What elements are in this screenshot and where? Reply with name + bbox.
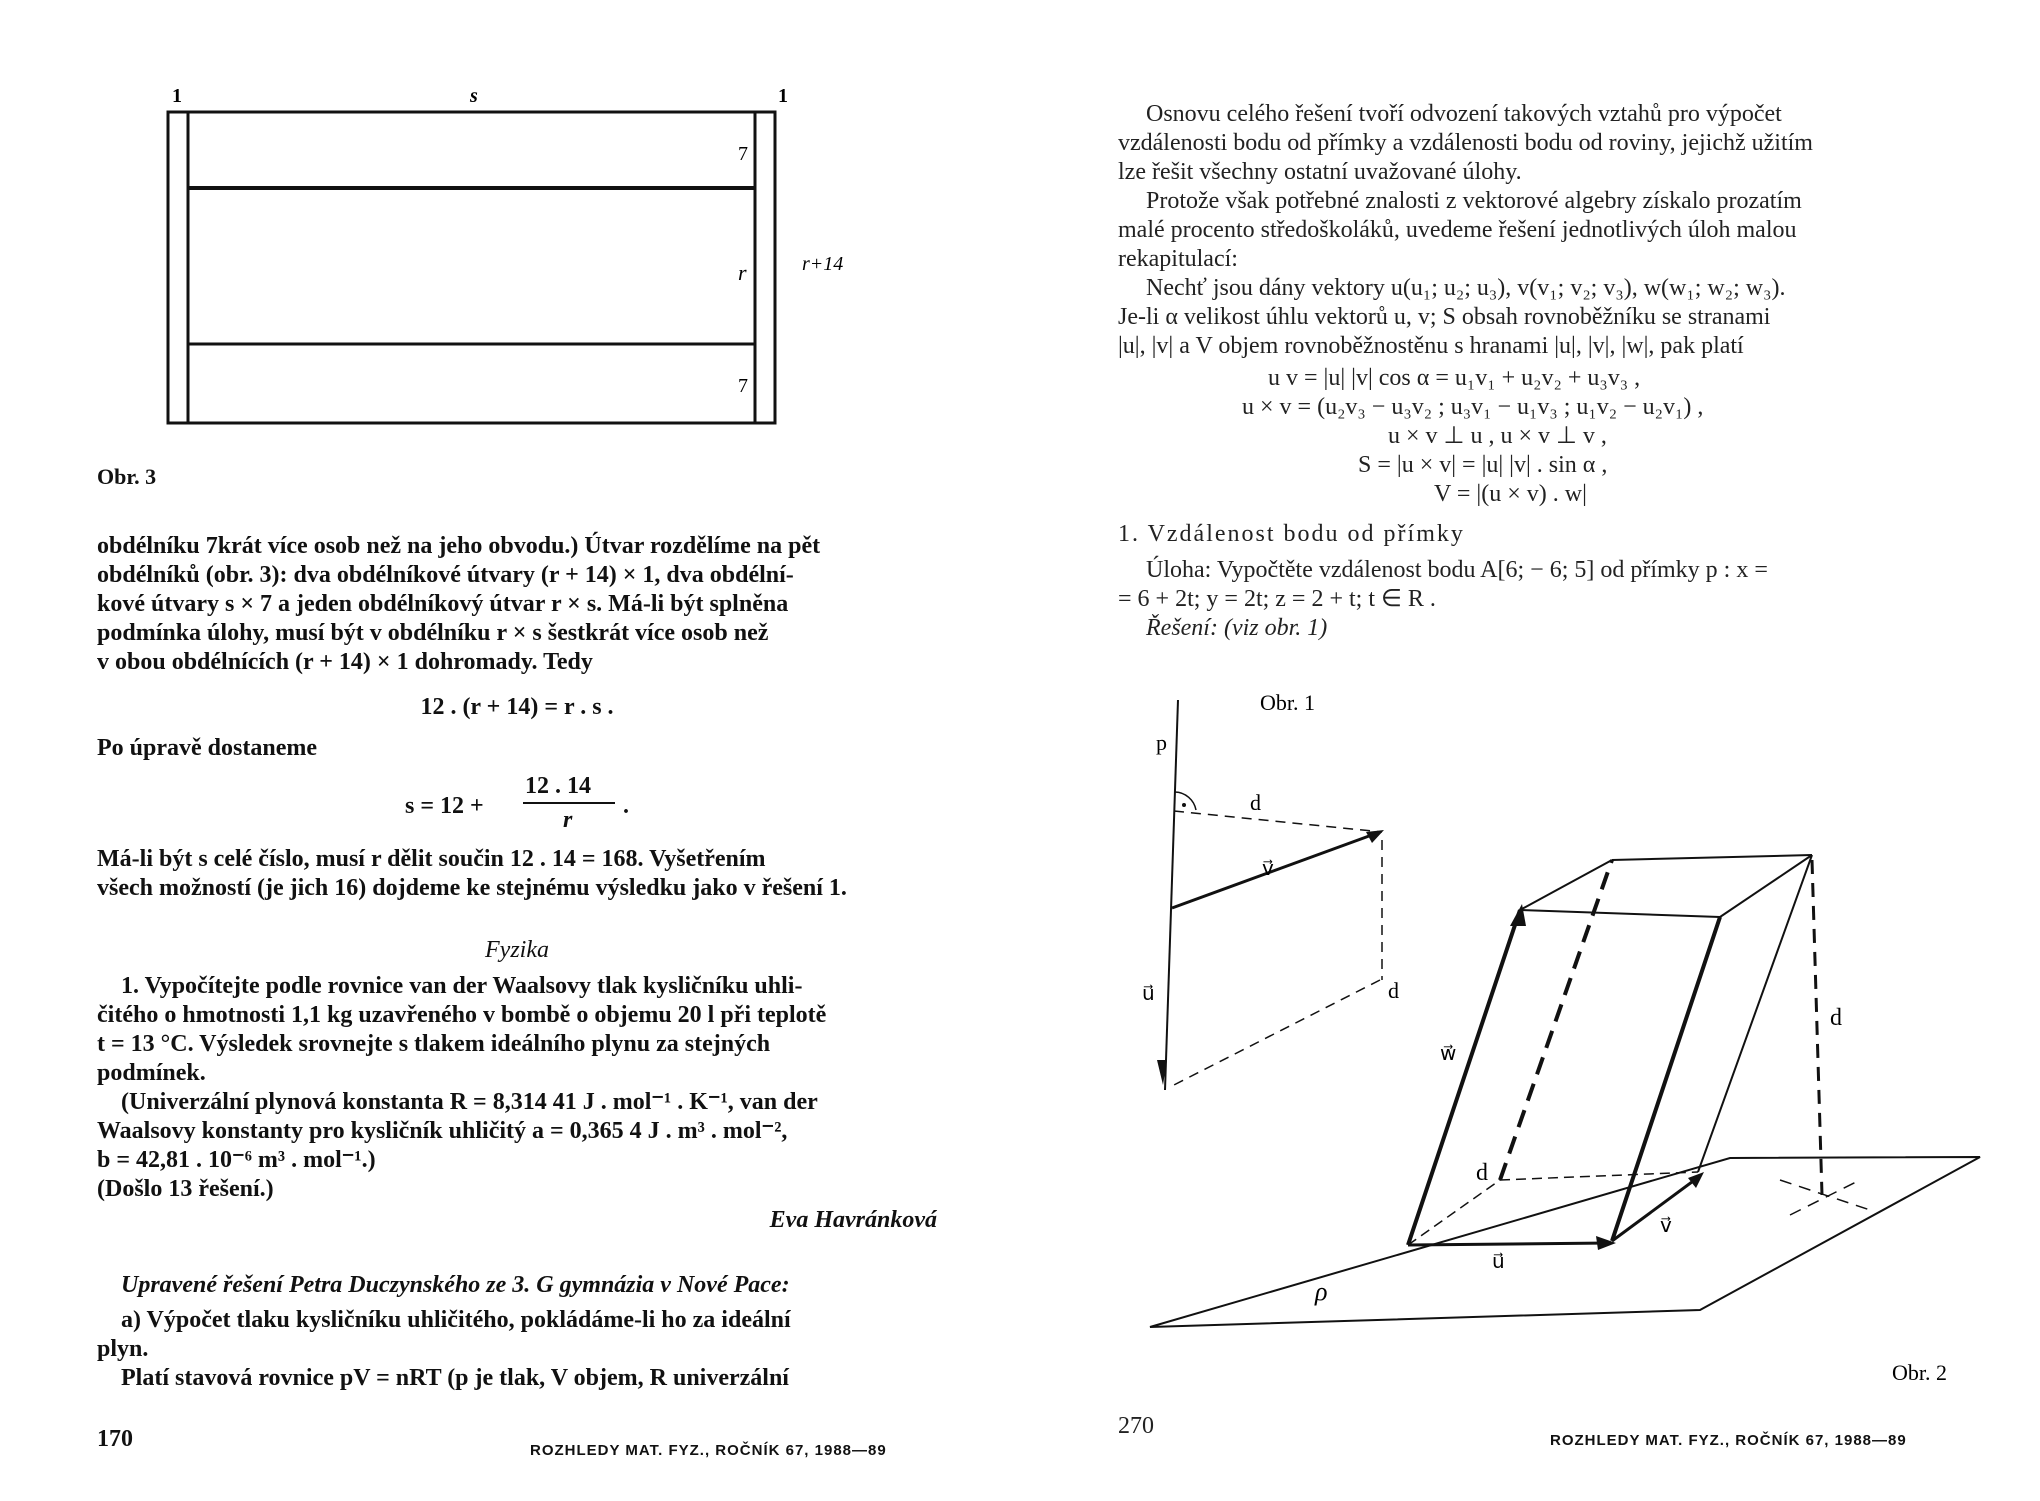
- text-line: b = 42,81 . 10⁻⁶ m³ . mol⁻¹.): [97, 1147, 376, 1173]
- figure-3: [150, 80, 890, 460]
- text-line: kové útvary s × 7 a jeden obdélníkový útvar r × s. Má-li být splněna: [97, 591, 789, 617]
- fraction-bar: [523, 802, 615, 804]
- text-line: a) Výpočet tlaku kysličníku uhličitého, pokládáme-li ho za ideální: [121, 1307, 791, 1333]
- text-line: v obou obdélnících (r + 14) × 1 dohromady. Tedy: [97, 649, 593, 675]
- text-line: Úloha: Vypočtěte vzdálenost bodu A[6; − 6; 5] od přímky p : x =: [1146, 557, 1768, 583]
- right-page-footer: ROZHLEDY MAT. FYZ., ROČNÍK 67, 1988—89: [1550, 1432, 1907, 1449]
- text-line: Má-li být s celé číslo, musí r dělit součin 12 . 14 = 168. Vyšetřením: [97, 846, 766, 872]
- formula-line: S = |u × v| = |u| |v| . sin α ,: [1358, 452, 1608, 478]
- solution-label: Řešení: (viz obr. 1): [1146, 615, 1328, 641]
- fig2-label-d-point: d: [1476, 1160, 1488, 1186]
- fig2-label-u: u⃗: [1492, 1251, 1505, 1273]
- fig1-caption: Obr. 1: [1260, 690, 1315, 715]
- equation-2-denominator: r: [563, 807, 573, 833]
- section-heading-fyzika: Fyzika: [485, 937, 549, 963]
- text-line: obdélníků (obr. 3): dva obdélníkové útvary (r + 14) × 1, dva obdélní-: [97, 562, 794, 588]
- fig2-caption: Obr. 2: [1892, 1360, 1947, 1380]
- figure-2: [1140, 820, 2010, 1380]
- formula-line: u × v = (u₂v₃ − u₃v₂ ; u₃v₁ − u₁v₃ ; u₁v₂ − u₂v₁) ,: [1242, 394, 1704, 420]
- text-line: Osnovu celého řešení tvoří odvození takových vztahů pro výpočet: [1146, 101, 1782, 127]
- formula-line: u v = |u| |v| cos α = u₁v₁ + u₂v₂ + u₃v₃ ,: [1268, 365, 1641, 391]
- equation-2: [405, 772, 665, 842]
- equation-2-lhs: s = 12 +: [405, 793, 484, 819]
- formula-line: u × v ⊥ u , u × v ⊥ v ,: [1388, 423, 1607, 449]
- text-line: vzdálenosti bodu od přímky a vzdálenosti bodu od roviny, jejichž užitím: [1118, 130, 1813, 156]
- text-line: Je-li α velikost úhlu vektorů u, v; S obsah rovnoběžníku se stranami: [1118, 304, 1771, 330]
- text-line: 1. Vypočítejte podle rovnice van der Waalsovy tlak kysličníku uhli-: [121, 973, 803, 999]
- text-line: Waalsovy konstanty pro kysličník uhličitý a = 0,365 4 J . m³ . mol⁻²,: [97, 1118, 788, 1144]
- text-line: podmínek.: [97, 1060, 206, 1086]
- fig3-label-cell-middle: r: [738, 260, 747, 285]
- fig1-label-p: p: [1156, 730, 1167, 755]
- left-page-footer: ROZHLEDY MAT. FYZ., ROČNÍK 67, 1988—89: [530, 1442, 887, 1459]
- fig3-label-top-left: 1: [172, 85, 182, 107]
- right-page-number: 270: [1118, 1413, 1154, 1439]
- fig1-label-v: v⃗: [1262, 858, 1274, 880]
- fig2-label-rho: ρ: [1315, 1277, 1328, 1306]
- text-line: t = 13 °C. Výsledek srovnejte s tlakem ideálního plynu za stejných: [97, 1031, 771, 1057]
- section-heading-distance: 1. Vzdálenost bodu od přímky: [1118, 521, 1465, 547]
- left-page-number: 170: [97, 1426, 133, 1452]
- fig3-label-side: r+14: [802, 253, 844, 275]
- after-equation-1: Po úpravě dostaneme: [97, 735, 317, 761]
- text-line: |u|, |v| a V objem rovnoběžnostěnu s hranami |u|, |v|, |w|, pak platí: [1118, 333, 1744, 359]
- fig3-caption: Obr. 3: [97, 464, 157, 489]
- text-line: = 6 + 2t; y = 2t; z = 2 + t; t ∈ R .: [1118, 586, 1436, 612]
- text-line: Protože však potřebné znalosti z vektorové algebry získalo prozatím: [1146, 188, 1802, 214]
- text-line: (Došlo 13 řešení.): [97, 1176, 274, 1202]
- formula-line: V = |(u × v) . w|: [1434, 481, 1587, 507]
- fig1-label-u: u⃗: [1142, 983, 1155, 1005]
- fig1-label-d2: d: [1388, 978, 1399, 1003]
- fig2-label-d: d: [1830, 1005, 1842, 1031]
- text-line: lze řešit všechny ostatní uvažované úlohy.: [1118, 159, 1522, 185]
- text-line: čitého o hmotnosti 1,1 kg uzavřeného v bombě o objemu 20 l při teplotě: [97, 1002, 827, 1028]
- solution-heading: Upravené řešení Petra Duczynského ze 3. G gymnázia v Nové Pace:: [121, 1272, 790, 1298]
- text-line: Platí stavová rovnice pV = nRT (p je tlak, V objem, R univerzální: [121, 1365, 789, 1391]
- fig2-label-v: v⃗: [1660, 1215, 1672, 1237]
- fig3-label-cell-bottom: 7: [738, 375, 748, 397]
- text-line: malé procento středoškoláků, uvedeme řešení jednotlivých úloh malou: [1118, 217, 1797, 243]
- fig2-label-w: w⃗: [1440, 1043, 1457, 1065]
- fig1-label-d: d: [1250, 790, 1261, 815]
- equation-2-end: .: [623, 793, 629, 819]
- text-line: Nechť jsou dány vektory u(u₁; u₂; u₃), v(v₁; v₂; v₃), w(w₁; w₂; w₃).: [1146, 275, 1786, 301]
- equation-2-numerator: 12 . 14: [525, 773, 591, 799]
- text-line: obdélníku 7krát více osob než na jeho obvodu.) Útvar rozdělíme na pět: [97, 533, 821, 559]
- text-line: (Univerzální plynová konstanta R = 8,314 41 J . mol⁻¹ . K⁻¹, van der: [121, 1089, 818, 1115]
- equation-1: 12 . (r + 14) = r . s .: [420, 694, 614, 720]
- author-name: Eva Havránková: [769, 1207, 937, 1233]
- text-line: rekapitulací:: [1118, 246, 1238, 272]
- text-line: všech možností (je jich 16) dojdeme ke stejnému výsledku jako v řešení 1.: [97, 875, 847, 901]
- fig3-label-top-right: 1: [778, 85, 788, 107]
- fig3-label-cell-top: 7: [738, 143, 748, 165]
- text-line: plyn.: [97, 1336, 149, 1362]
- fig3-label-top-middle: s: [470, 85, 478, 107]
- text-line: podmínka úlohy, musí být v obdélníku r × s šestkrát více osob než: [97, 620, 769, 646]
